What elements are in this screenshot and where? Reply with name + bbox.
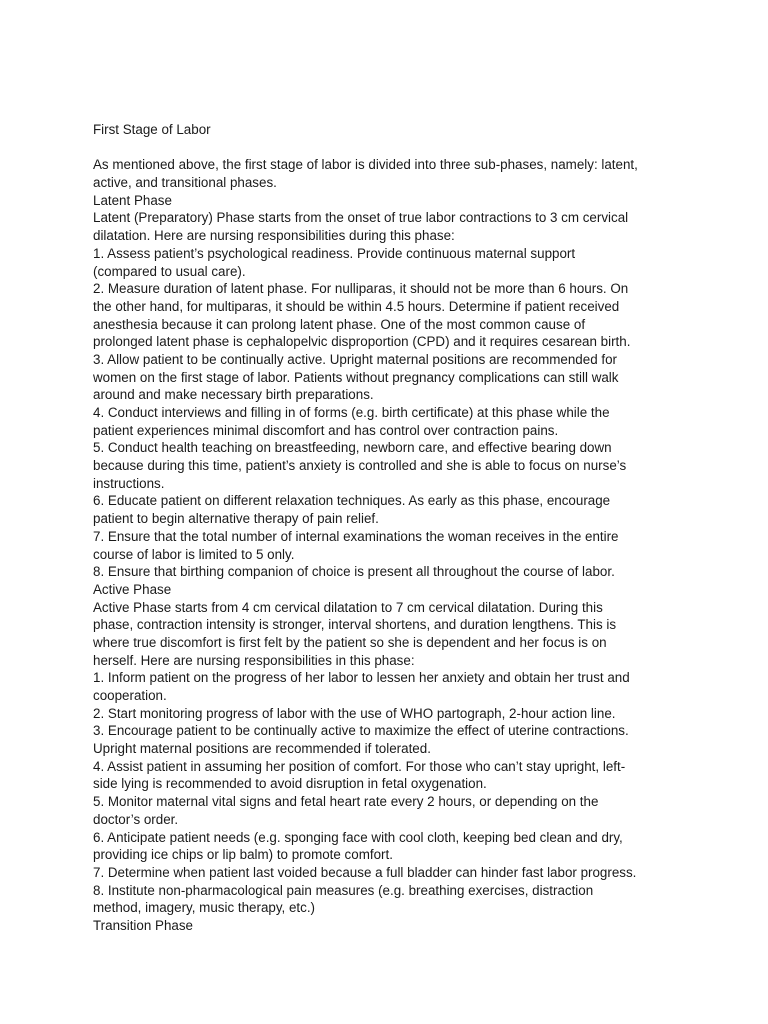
text-line: 7. Determine when patient last voided because a full bladder can hinder fast labor progress.: [93, 864, 637, 880]
intro-paragraph: [93, 156, 683, 191]
section-heading-latent: Latent Phase: [93, 192, 172, 208]
text-line: women on the first stage of labor. Patients without pregnancy complications can still walk: [93, 369, 619, 385]
text-line: 6. Educate patient on different relaxation techniques. As early as this phase, encourage: [93, 493, 611, 509]
text-line: cooperation.: [93, 688, 167, 703]
latent-phase-text: [93, 209, 683, 580]
text-line: anesthesia because it can prolong latent phase. One of the most common cause of: [93, 316, 586, 332]
text-line: dilatation. Here are nursing responsibilities during this phase:: [93, 228, 455, 244]
blank-line: [93, 139, 683, 157]
text-line: the other hand, for multiparas, it should be within 4.5 hours. Determine if patient received: [93, 298, 620, 314]
text-line: Active Phase starts from 4 cm cervical dilatation to 7 cm cervical dilatation. During this: [93, 599, 603, 615]
text-line: 4. Conduct interviews and filling in of forms (e.g. birth certificate) at this phase while the: [93, 405, 610, 420]
text-line: Upright maternal positions are recommended if tolerated.: [93, 741, 431, 757]
text-line: 2. Measure duration of latent phase. For nulliparas, it should not be more than 6 hours. On: [93, 281, 629, 297]
text-line: providing ice chips or lip balm) to promote comfort.: [93, 847, 393, 863]
text-line: patient to begin alternative therapy of pain relief.: [93, 511, 379, 527]
text-line: 6. Anticipate patient needs (e.g. sponging face with cool cloth, keeping bed clean and dry,: [93, 829, 623, 845]
text-line: side lying is recommended to avoid disruption in fetal oxygenation.: [93, 776, 487, 792]
text-line: 7. Ensure that the total number of internal examinations the woman receives in the entire: [93, 528, 619, 544]
active-phase-text: [93, 599, 683, 917]
text-line: method, imagery, music therapy, etc.): [93, 900, 316, 916]
text-line: course of labor is limited to 5 only.: [93, 546, 295, 562]
text-line: 2. Start monitoring progress of labor with the use of WHO partograph, 2-hour action line.: [93, 705, 616, 721]
section-heading-active: Active Phase: [93, 581, 172, 597]
text-line: (compared to usual care).: [93, 263, 246, 279]
text-line: 1. Inform patient on the progress of her labor to lessen her anxiety and obtain her trust and: [93, 670, 630, 686]
text-line: 8. Institute non-pharmacological pain measures (e.g. breathing exercises, distraction: [93, 882, 594, 898]
section-heading-transition: Transition Phase: [93, 917, 193, 933]
text-line: because during this time, patient’s anxiety is controlled and she is able to focus on nurse’s: [93, 458, 627, 474]
text-line: herself. Here are nursing responsibilities in this phase:: [93, 652, 415, 668]
text-line: 5. Monitor maternal vital signs and fetal heart rate every 2 hours, or depending on the: [93, 794, 599, 810]
text-line: 3. Allow patient to be continually active. Upright maternal positions are recommended for: [93, 351, 617, 367]
text-line: patient experiences minimal discomfort and has control over contraction pains.: [93, 422, 559, 438]
text-line: doctor’s order.: [93, 811, 179, 827]
document-title: First Stage of Labor: [93, 122, 211, 137]
text-line: Latent (Preparatory) Phase starts from the onset of true labor contractions to 3 cm cervical: [93, 210, 629, 226]
text-line: 1. Assess patient’s psychological readiness. Provide continuous maternal support: [93, 245, 576, 261]
text-line: 5. Conduct health teaching on breastfeeding, newborn care, and effective bearing down: [93, 440, 612, 456]
document-body: [93, 121, 683, 935]
text-line: instructions.: [93, 475, 165, 491]
text-line: around and make necessary birth preparations.: [93, 387, 374, 403]
text-line: phase, contraction intensity is stronger, interval shortens, and duration lengthens. This is: [93, 617, 617, 633]
text-line: As mentioned above, the first stage of labor is divided into three sub-phases, namely: latent,: [93, 157, 638, 173]
text-line: where true discomfort is first felt by the patient so she is dependent and her focus is on: [93, 634, 607, 650]
text-line: 3. Encourage patient to be continually active to maximize the effect of uterine contractions.: [93, 723, 629, 739]
text-line: 4. Assist patient in assuming her position of comfort. For those who can’t stay upright, left-: [93, 758, 626, 774]
text-line: prolonged latent phase is cephalopelvic disproportion (CPD) and it requires cesarean birth.: [93, 334, 631, 350]
text-line: active, and transitional phases.: [93, 175, 277, 191]
text-line: 8. Ensure that birthing companion of choice is present all throughout the course of labor.: [93, 564, 615, 580]
